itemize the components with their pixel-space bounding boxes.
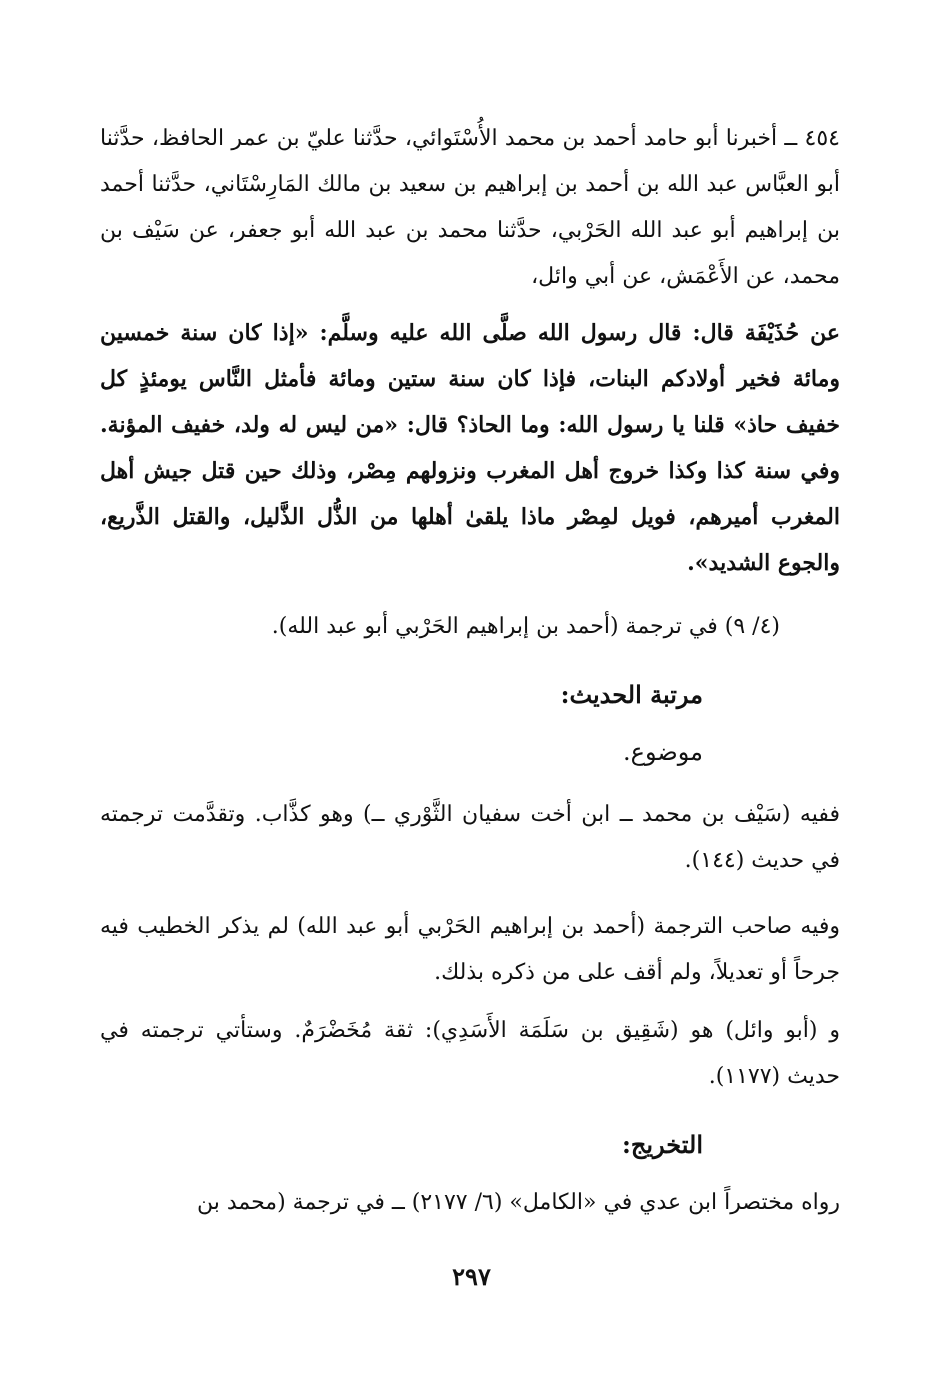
grade-paragraph-narrator: ففيه (سَيْف بن محمد ــ ابن أخت سفيان الثَّوْري ــ) وهو كذَّاب. وتقدَّمت ترجمته في حديث (١٤٤). [100,802,840,873]
takhrij-heading: التخريج: [622,1130,703,1159]
grade-verdict: موضوع. [623,738,703,766]
grade-paragraph-subject: وفيه صاحب الترجمة (أحمد بن إبراهيم الحَرْبي أبو عبد الله) لم يذكر الخطيب فيه جرحاً أو تعديلاً، ولم أقف على من ذكره بذلك. [100,914,840,985]
hadith-reference: (٤/ ٩) في ترجمة (أحمد بن إبراهيم الحَرْبي أبو عبد الله). [271,614,780,639]
hadith-isnad: ٤٥٤ ــ أخبرنا أبو حامد أحمد بن محمد الأُسْتَوائي، حدَّثنا عليّ بن عمر الحافظ، حدَّثنا أبو العبَّاس عبد الله بن أحمد بن إبراهيم بن سعيد بن مالك المَارِسْتَاني، حدَّثنا أحمد بن إبراهيم أبو عبد الله الحَرْبي، حدَّثنا محمد بن عبد الله أبو جعفر، عن سَيْف بن محمد، عن الأَعْمَش، عن أبي وائل، [100,126,840,289]
grade-heading: مرتبة الحديث: [560,680,703,709]
page-number: ٢٩٧ [452,1262,491,1291]
takhrij-paragraph: رواه مختصراً ابن عدي في «الكامل» (٦/ ٢١٧٧) ــ في ترجمة (محمد بن [196,1190,840,1215]
grade-paragraph-abu-wail: و (أبو وائل) هو (شَقِيق بن سَلَمَة الأَسَدِي): ثقة مُخَضْرَمٌ. وستأتي ترجمته في حديث (١١٧٧). [100,1018,840,1089]
hadith-matn: عن حُذَيْفَة قال: قال رسول الله صلَّى الله عليه وسلَّم: «إذا كان سنة خمسين ومائة فخير أولادكم البنات، فإذا كان سنة ستين ومائة فأمثل النَّاس يومئذٍ كل خفيف حاذ» قلنا يا رسول الله: وما الحاذ؟ قال: «من ليس له ولد، خفيف المؤنة. وفي سنة كذا وكذا خروج أهل المغرب ونزولهم مِصْر، وذلك حين قتل جيش أهل المغرب أميرهم، فويل لمِصْر ماذا يلقىٰ أهلها من الذُّل الذَّليل، والقتل الذَّريع، والجوع الشديد». [100,320,840,576]
